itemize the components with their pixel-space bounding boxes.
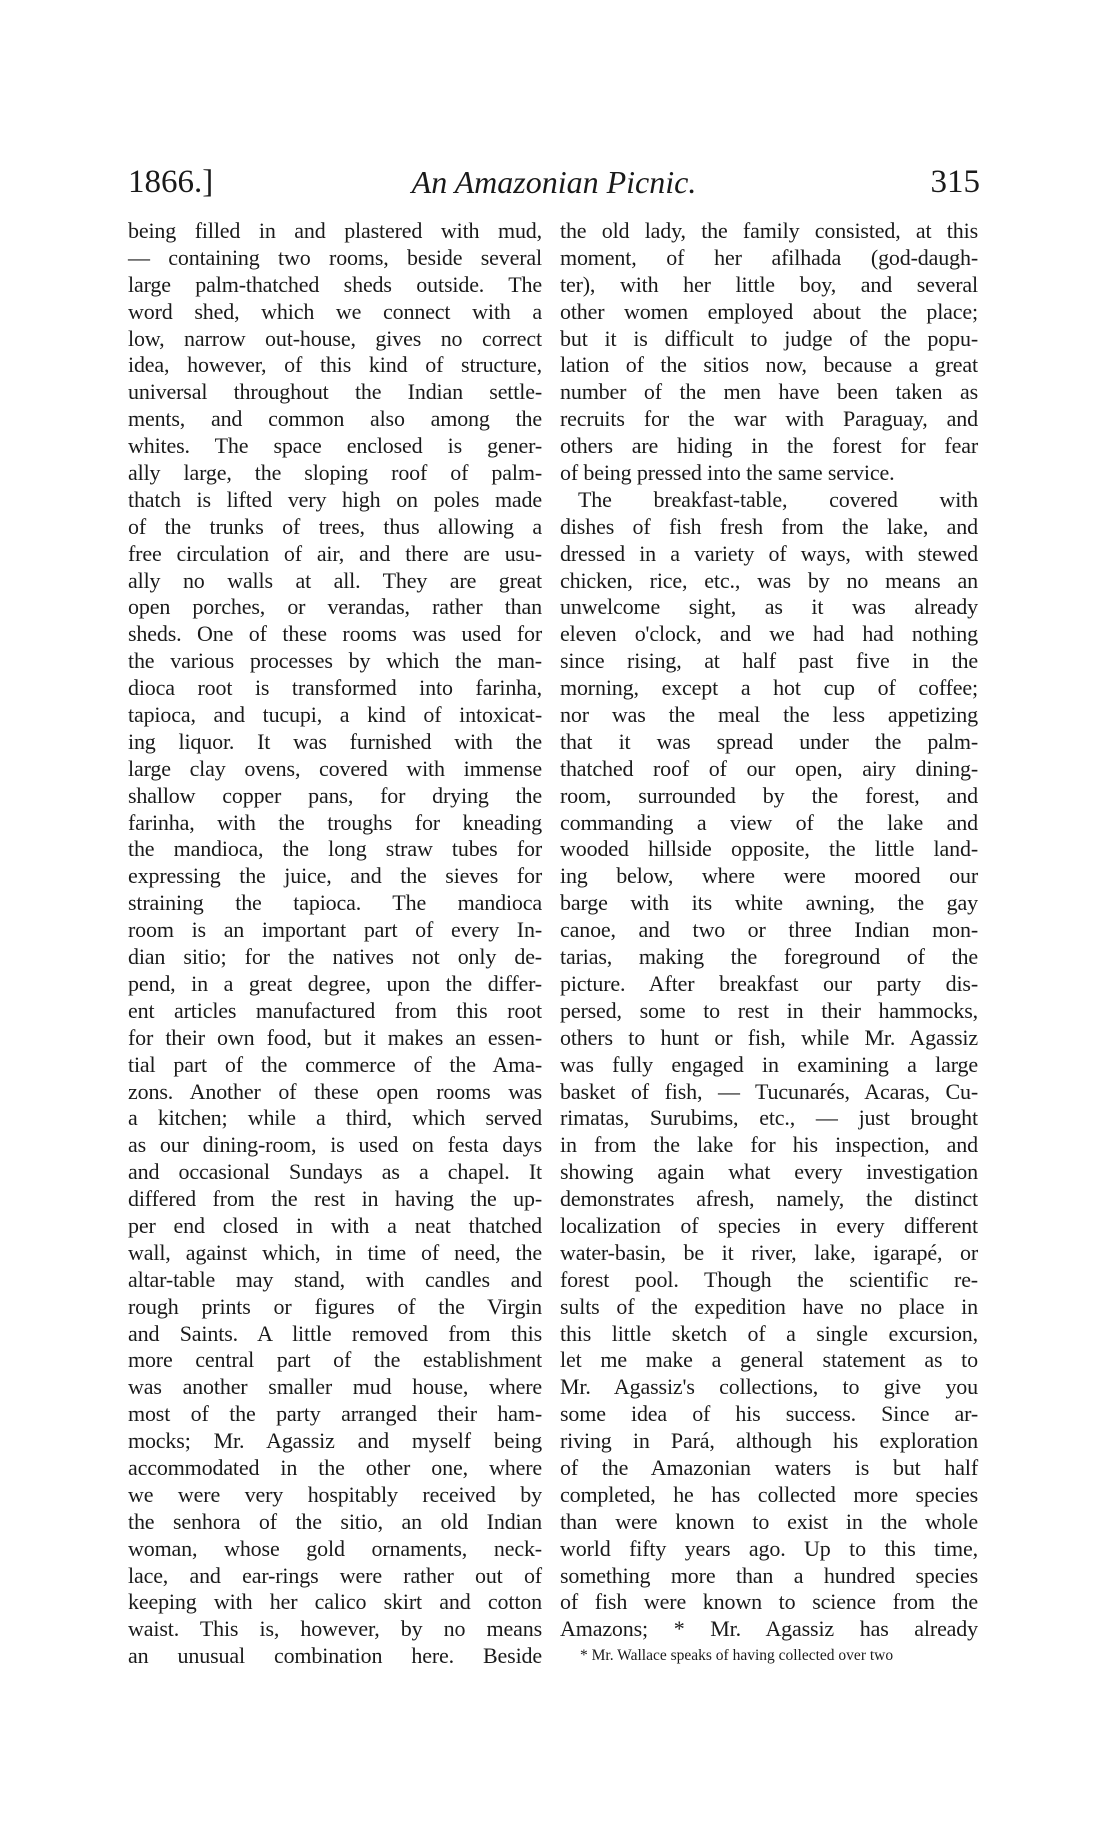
text-line: more central part of the establishment — [128, 1347, 542, 1373]
text-line: accommodated in the other one, where — [128, 1454, 542, 1480]
text-line: world fifty years ago. Up to this time, — [560, 1535, 978, 1561]
text-line: for their own food, but it makes an essen- — [128, 1024, 542, 1050]
text-line: farinha, with the troughs for kneading — [128, 809, 542, 835]
text-line: of being pressed into the same service. — [560, 460, 895, 486]
text-line: Mr. Agassiz's collections, to give you — [560, 1374, 978, 1400]
text-line: straining the tapioca. The mandioca — [128, 890, 542, 916]
text-line: being filled in and plastered with mud, — [128, 218, 542, 243]
text-line: persed, some to rest in their hammocks, — [560, 997, 978, 1023]
text-line: canoe, and two or three Indian mon- — [560, 917, 978, 943]
text-line: the mandioca, the long straw tubes for — [128, 836, 542, 862]
text-line: thatched roof of our open, airy dining- — [560, 755, 978, 781]
text-line: universal throughout the Indian settle- — [128, 379, 542, 405]
footnote: * Mr. Wallace speaks of having collected over two — [580, 1647, 894, 1665]
text-line: lation of the sitios now, because a great — [560, 352, 978, 378]
text-line: — containing two rooms, beside several — [128, 244, 542, 270]
text-line: word shed, which we connect with a — [128, 298, 542, 324]
text-line: sults of the expedition have no place in — [560, 1293, 978, 1319]
text-line: room is an important part of every In- — [128, 917, 542, 943]
text-line: room, surrounded by the forest, and — [560, 782, 978, 808]
text-line: woman, whose gold ornaments, neck- — [128, 1535, 542, 1561]
text-line: expressing the juice, and the sieves for — [128, 863, 542, 889]
text-line: number of the men have been taken as — [560, 379, 978, 405]
left-column — [128, 218, 542, 1670]
text-line: tarias, making the foreground of the — [560, 944, 978, 970]
text-line: in from the lake for his inspection, and — [560, 1132, 978, 1158]
text-line: riving in Pará, although his exploration — [560, 1428, 978, 1454]
text-line: and occasional Sundays as a chapel. It — [128, 1159, 542, 1185]
text-line: morning, except a hot cup of coffee; — [560, 675, 978, 701]
text-line: sheds. One of these rooms was used for — [128, 621, 542, 647]
text-line: shallow copper pans, for drying the — [128, 782, 542, 808]
text-line: ter), with her little boy, and several — [560, 271, 978, 297]
text-line: ments, and common also among the — [128, 406, 542, 432]
running-header — [128, 164, 980, 204]
text-line: localization of species in every different — [560, 1212, 978, 1238]
text-line: Amazons; * Mr. Agassiz has already — [560, 1616, 978, 1642]
text-line: something more than a hundred species — [560, 1562, 978, 1588]
text-line: commanding a view of the lake and — [560, 809, 978, 835]
text-line: of fish were known to science from the — [560, 1589, 978, 1615]
text-line: of the trunks of trees, thus allowing a — [128, 513, 542, 539]
text-line: water-basin, be it river, lake, igarapé, or — [560, 1239, 978, 1265]
text-line: unwelcome sight, as it was already — [560, 594, 978, 620]
text-line: lace, and ear-rings were rather out of — [128, 1562, 542, 1588]
text-line: the old lady, the family consisted, at this — [560, 218, 978, 243]
text-line: ally large, the sloping roof of palm- — [128, 460, 542, 486]
text-line: and Saints. A little removed from this — [128, 1320, 542, 1346]
text-line: ing below, where were moored our — [560, 863, 978, 889]
text-line: wall, against which, in time of need, the — [128, 1239, 542, 1265]
text-line: but it is difficult to judge of the popu- — [560, 325, 978, 351]
text-line: pend, in a great degree, upon the differ- — [128, 970, 542, 996]
text-line: low, narrow out-house, gives no correct — [128, 325, 542, 351]
text-line: differed from the rest in having the up- — [128, 1186, 542, 1212]
text-line: ing liquor. It was furnished with the — [128, 728, 542, 754]
text-line: we were very hospitably received by — [128, 1481, 542, 1507]
text-line: eleven o'clock, and we had had nothing — [560, 621, 978, 647]
text-line: that it was spread under the palm- — [560, 728, 978, 754]
text-line: as our dining-room, is used on festa days — [128, 1132, 542, 1158]
text-line: the senhora of the sitio, an old Indian — [128, 1508, 542, 1534]
text-line: let me make a general statement as to — [560, 1347, 978, 1373]
text-line: than were known to exist in the whole — [560, 1508, 978, 1534]
header-year: 1866.] — [128, 164, 214, 200]
right-column — [560, 218, 978, 1667]
text-line: wooded hillside opposite, the little land- — [560, 836, 978, 862]
text-line: some idea of his success. Since ar- — [560, 1401, 978, 1427]
text-line: others are hiding in the forest for fear — [560, 433, 978, 459]
text-line: a kitchen; while a third, which served — [128, 1105, 542, 1131]
text-line: moment, of her afilhada (god-daugh- — [560, 244, 978, 270]
text-line: chicken, rice, etc., was by no means an — [560, 567, 978, 593]
text-line: zons. Another of these open rooms was — [128, 1078, 542, 1104]
text-line: idea, however, of this kind of structure, — [128, 352, 542, 378]
text-line: nor was the meal the less appetizing — [560, 702, 978, 728]
text-line: tapioca, and tucupi, a kind of intoxicat- — [128, 702, 542, 728]
text-line: dishes of fish fresh from the lake, and — [560, 513, 978, 539]
text-line: basket of fish, — Tucunarés, Acaras, Cu- — [560, 1078, 978, 1104]
text-line: thatch is lifted very high on poles made — [128, 486, 542, 512]
text-line: demonstrates afresh, namely, the distinct — [560, 1186, 978, 1212]
text-line: rimatas, Surubims, etc., — just brought — [560, 1105, 978, 1131]
text-line: whites. The space enclosed is gener- — [128, 433, 542, 459]
text-line: dioca root is transformed into farinha, — [128, 675, 542, 701]
text-line: forest pool. Though the scientific re- — [560, 1266, 978, 1292]
text-line: keeping with her calico skirt and cotton — [128, 1589, 542, 1615]
text-line: ally no walls at all. They are great — [128, 567, 542, 593]
text-line: was another smaller mud house, where — [128, 1374, 542, 1400]
text-line: free circulation of air, and there are usu- — [128, 540, 542, 566]
text-line: recruits for the war with Paraguay, and — [560, 406, 978, 432]
text-line: large clay ovens, covered with immense — [128, 755, 542, 781]
text-line: completed, he has collected more species — [560, 1481, 978, 1507]
text-line: per end closed in with a neat thatched — [128, 1212, 542, 1238]
text-line: altar-table may stand, with candles and — [128, 1266, 542, 1292]
text-line: an unusual combination here. Beside — [128, 1643, 542, 1669]
text-line: open porches, or verandas, rather than — [128, 594, 542, 620]
text-line: barge with its white awning, the gay — [560, 890, 978, 916]
text-line: ent articles manufactured from this root — [128, 997, 542, 1023]
text-line: of the Amazonian waters is but half — [560, 1454, 978, 1480]
text-line: other women employed about the place; — [560, 298, 978, 324]
text-line: since rising, at half past five in the — [560, 648, 978, 674]
text-line: most of the party arranged their ham- — [128, 1401, 542, 1427]
text-line: showing again what every investigation — [560, 1159, 978, 1185]
text-line: The breakfast-table, covered with — [578, 486, 978, 512]
text-line: dian sitio; for the natives not only de- — [128, 944, 542, 970]
text-line: dressed in a variety of ways, with stewed — [560, 540, 978, 566]
text-line: this little sketch of a single excursion, — [560, 1320, 978, 1346]
text-line: mocks; Mr. Agassiz and myself being — [128, 1428, 542, 1454]
text-line: large palm-thatched sheds outside. The — [128, 271, 542, 297]
text-line: tial part of the commerce of the Ama- — [128, 1051, 542, 1077]
text-line: waist. This is, however, by no means — [128, 1616, 542, 1642]
text-line: the various processes by which the man- — [128, 648, 542, 674]
page-number: 315 — [930, 164, 980, 200]
text-line: rough prints or figures of the Virgin — [128, 1293, 542, 1319]
text-line: others to hunt or fish, while Mr. Agassiz — [560, 1024, 978, 1050]
text-line: picture. After breakfast our party dis- — [560, 970, 978, 996]
header-title: An Amazonian Picnic. — [411, 164, 697, 200]
text-line: was fully engaged in examining a large — [560, 1051, 978, 1077]
